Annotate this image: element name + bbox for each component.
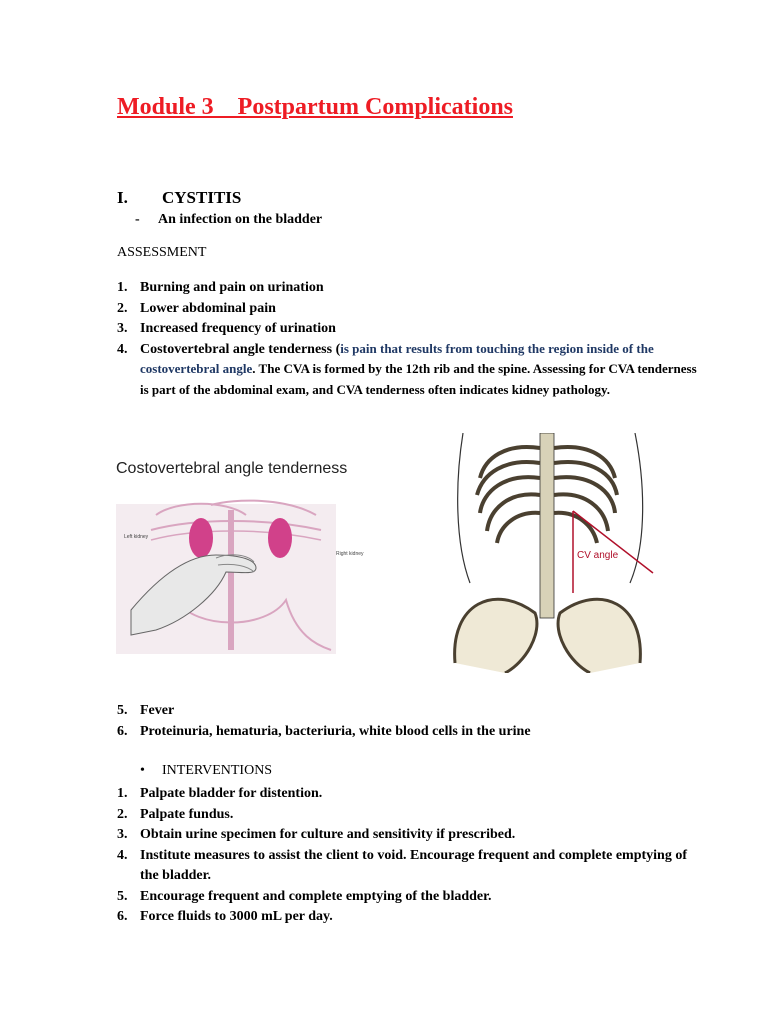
list-text: Encourage frequent and complete emptying of the bladder. <box>140 888 492 904</box>
list-number: 1. <box>117 786 128 801</box>
list-text: Lower abdominal pain <box>140 300 276 316</box>
cva-tenderness-illustration <box>116 460 366 660</box>
list-text: Increased frequency of urination <box>140 321 336 336</box>
assessment-list-continued <box>117 701 700 742</box>
list-text: Palpate fundus. <box>140 806 234 822</box>
list-item <box>117 319 700 340</box>
list-text: Force fluids to 3000 mL per day. <box>140 909 333 924</box>
list-item <box>117 340 700 402</box>
cva-definition-text: is pain that results from touching the region inside of the costovertebral angle <box>140 340 654 376</box>
list-number: 6. <box>117 723 128 739</box>
list-number: 6. <box>117 909 128 924</box>
list-item <box>117 846 700 887</box>
list-item <box>117 701 700 722</box>
interventions-heading: INTERVENTIONS <box>162 763 273 778</box>
list-text: Proteinuria, hematuria, bacteriuria, white blood cells in the urine <box>140 723 531 739</box>
cv-angle-figure <box>425 433 660 673</box>
bullet-marker: • <box>140 763 145 778</box>
list-number: 1. <box>117 280 128 295</box>
skeleton-illustration <box>425 433 660 673</box>
list-text: Institute measures to assist the client to void. Encourage frequent and complete emptying of the bladder. <box>140 847 688 883</box>
list-number: 2. <box>117 806 128 822</box>
interventions-list <box>117 784 700 928</box>
list-item <box>117 784 700 805</box>
cva-lead-text: Costovertebral angle tenderness ( <box>140 341 341 357</box>
definition-text: An infection on the bladder <box>158 212 323 227</box>
figure-caption: Costovertebral angle tenderness <box>116 460 348 477</box>
list-number: 3. <box>117 321 128 336</box>
list-number: 5. <box>117 703 128 718</box>
list-number: 4. <box>117 847 128 863</box>
assessment-heading: ASSESSMENT <box>117 245 207 260</box>
right-kidney-label: Right kidney <box>336 551 364 557</box>
list-number: 3. <box>117 827 128 842</box>
list-item <box>117 825 700 846</box>
list-text: Palpate bladder for distention. <box>140 786 323 801</box>
list-item <box>117 907 700 928</box>
list-item <box>117 278 700 299</box>
list-number: 2. <box>117 300 128 316</box>
left-kidney-label: Left kidney <box>124 534 149 540</box>
list-text: Burning and pain on urination <box>140 280 324 295</box>
list-item <box>117 299 700 320</box>
cva-tenderness-figure <box>116 460 366 660</box>
cva-explanation-text: . The CVA is formed by the 12th rib and the spine. Assessing for CVA tenderness is part of the abdominal exam, and CVA tenderness often indicates kidney pathology. <box>140 361 697 397</box>
page-title: Module 3 Postpartum Complications <box>117 94 513 120</box>
section-number: I. <box>117 188 128 207</box>
cv-angle-label: CV angle <box>577 550 619 561</box>
assessment-list <box>117 278 700 401</box>
list-item <box>117 722 700 743</box>
list-item <box>117 805 700 826</box>
list-text: Fever <box>140 703 175 718</box>
list-item <box>117 887 700 908</box>
dash-marker: - <box>135 212 140 227</box>
list-number: 5. <box>117 888 128 904</box>
section-title: CYSTITIS <box>162 188 242 207</box>
list-number: 4. <box>117 341 128 357</box>
list-text: Obtain urine specimen for culture and sensitivity if prescribed. <box>140 827 516 842</box>
